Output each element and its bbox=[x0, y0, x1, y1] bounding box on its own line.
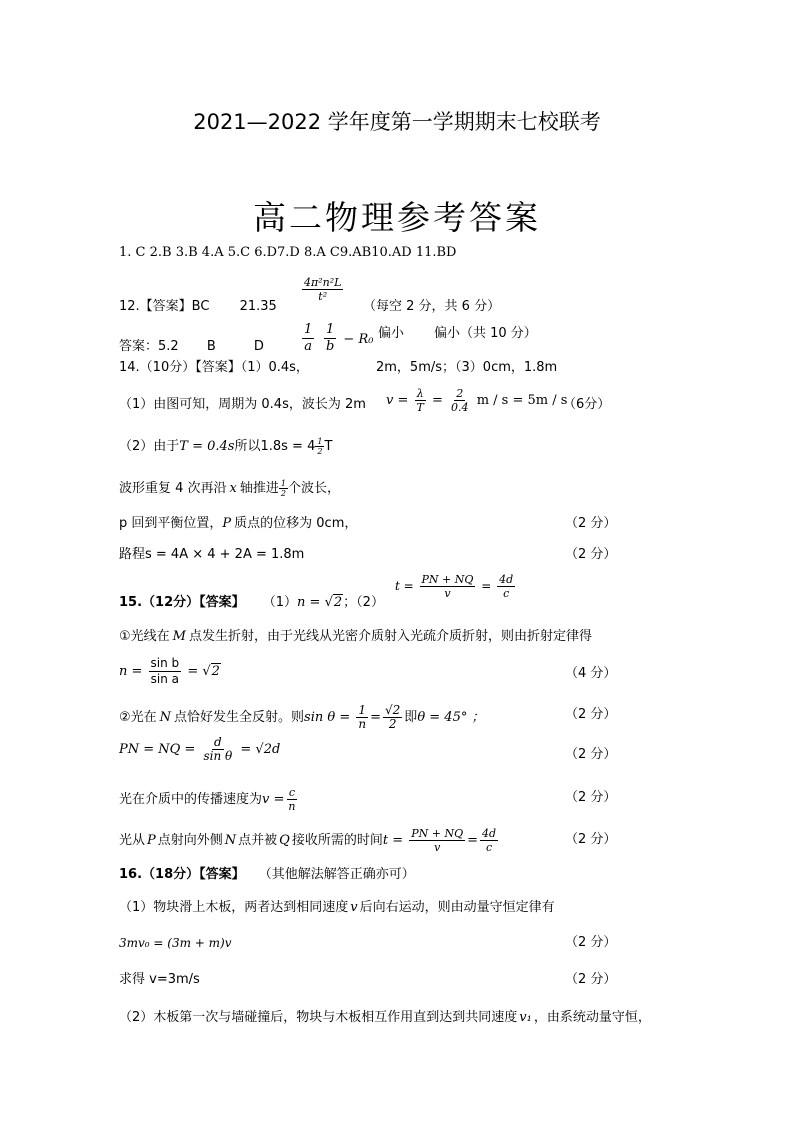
q14-p1-tail: m / s = 5m / s bbox=[476, 393, 568, 408]
q15-s6-b: 点射向外侧 bbox=[157, 833, 223, 848]
q15-s4-score: （2 分） bbox=[565, 747, 617, 762]
q15-s6-q: Q bbox=[279, 833, 290, 848]
q15-s3-n: N bbox=[159, 710, 172, 725]
q15-s4-b: = √2d bbox=[240, 742, 281, 757]
q12-value: 21.35 bbox=[239, 299, 277, 314]
q14-head: 14.（10分）【答案】（1）0.4s， bbox=[119, 360, 309, 375]
q15-h2-t: t = bbox=[395, 579, 414, 593]
q15-s6-p: P bbox=[147, 833, 156, 848]
q14-p1-f1n: λ bbox=[416, 387, 424, 400]
q15-s1-m: M bbox=[172, 629, 186, 644]
q16-s4-v: v₁ bbox=[519, 1010, 532, 1025]
q16-head-label: 16.（18分）【答案】 bbox=[119, 867, 245, 882]
q14-p3-fn: 1 bbox=[280, 479, 286, 488]
q14-part2 bbox=[119, 437, 332, 456]
q15-s6-a: 光从 bbox=[119, 833, 146, 848]
q15-s2-score: （4 分） bbox=[565, 666, 617, 681]
q14-part3 bbox=[119, 479, 340, 498]
exam-subtitle: 2021—2022 学年度第一学期期末七校联考 bbox=[193, 110, 601, 134]
q15-s6-n: N bbox=[224, 833, 237, 848]
q15-h1: （1） bbox=[262, 595, 298, 610]
q15-step1 bbox=[119, 628, 592, 646]
q14-p2-fd: 2 bbox=[317, 447, 323, 456]
q15-s3-score: （2 分） bbox=[565, 707, 617, 722]
q15-s6-fn: PN + NQ bbox=[411, 827, 464, 840]
q15-s6-f2d: c bbox=[485, 841, 493, 854]
q14-p3-a: 波形重复 4 次再沿 bbox=[119, 481, 227, 496]
q15-step5 bbox=[119, 786, 299, 813]
q15-s3-b: 点恰好发生全反射。则 bbox=[174, 710, 305, 725]
q15-s6-t: t = bbox=[382, 833, 404, 848]
q15-h2-f2d: c bbox=[503, 587, 510, 600]
q14-p4-a: p 回到平衡位置， bbox=[119, 516, 223, 531]
q13-w1: 偏小 bbox=[378, 326, 405, 341]
q15-s5-fn: c bbox=[288, 786, 296, 799]
q12-formula bbox=[302, 276, 343, 303]
q15-s4-fd: sin θ bbox=[203, 749, 233, 763]
q15-step4 bbox=[119, 736, 280, 763]
q16-s1-a: （1）物块滑上木板，两者达到相同速度 bbox=[119, 900, 349, 915]
q16-head bbox=[119, 866, 415, 884]
q13-fraction-2 bbox=[322, 322, 373, 355]
q16-head-note: （其他解法解答正确亦可） bbox=[258, 867, 415, 882]
q13-f2-num: 1 bbox=[326, 322, 335, 337]
q15-s6-f2n: 4d bbox=[482, 827, 497, 840]
q15-h2-fd: v bbox=[444, 587, 451, 600]
q16-s2-score: （2 分） bbox=[565, 935, 617, 950]
q16-s3-score: （2 分） bbox=[565, 972, 617, 987]
q15-s3-f2d: 2 bbox=[388, 717, 397, 731]
q15-head-label: 15.（12分）【答案】 bbox=[119, 595, 245, 610]
q12-label: 12.【答案】BC bbox=[119, 299, 210, 314]
q14-part1 bbox=[119, 396, 366, 414]
q14-p1-f2d: 0.4 bbox=[451, 401, 469, 414]
q12-formula-num: 4π²n²L bbox=[304, 276, 342, 289]
q15-s4-fn: d bbox=[214, 735, 222, 749]
q15-step2: n = $\frac{\text{sin b}}{\text{sin a}}$ = √2 bbox=[119, 656, 220, 686]
q15-s4-a: PN = NQ = bbox=[119, 742, 196, 757]
q13-b: B bbox=[206, 339, 216, 354]
q1-answers: 1. C 2.B 3.B 4.A 5.C 6.D7.D 8.A C9.AB10.AD 11.BD bbox=[119, 245, 457, 260]
q15-s3-a: ②光在 bbox=[119, 710, 157, 725]
q15-s2-fn: sin b bbox=[150, 656, 180, 670]
page-title: 高二物理参考答案 bbox=[253, 198, 541, 237]
q14-p5-score: （2 分） bbox=[565, 547, 617, 562]
q15-s3-c: 即 bbox=[404, 710, 418, 725]
q16-step2: 3mv₀ = (3m + m)v bbox=[119, 936, 232, 950]
q16-step4 bbox=[119, 1009, 651, 1027]
q14-p1-text: （1）由图可知，周期为 0.4s，波长为 2m bbox=[119, 397, 366, 412]
q15-s5-score: （2 分） bbox=[565, 790, 617, 805]
q15-s6-d: 接收所需的时间 bbox=[291, 833, 383, 848]
q13-f2-tail: − R₀ bbox=[343, 332, 374, 347]
q16-step1 bbox=[119, 899, 555, 917]
q15-s2-sqrt: 2 bbox=[211, 664, 220, 679]
q14-p1-formula bbox=[386, 387, 567, 414]
q13-f1-num: 1 bbox=[304, 322, 313, 337]
q14-head-tail: 2m，5m/s；（3）0cm，1.8m bbox=[376, 360, 558, 375]
q15-s3-f2n: √2 bbox=[385, 703, 401, 717]
q13-f1-den: a bbox=[304, 339, 313, 354]
q16-s1-v: v bbox=[350, 900, 358, 915]
q15-s2-eq: = bbox=[187, 664, 199, 679]
q15-head-formula bbox=[395, 573, 517, 600]
q14-p2-c: T bbox=[324, 439, 333, 454]
q14-p2-eq: T = 0.4s bbox=[179, 439, 235, 454]
q15-s1-b: 点发生折射，由于光线从光密介质射入光疏介质折射，则由折射定律得 bbox=[188, 629, 592, 644]
q16-s4-b: ，由系统动量守恒， bbox=[533, 1010, 651, 1025]
q15-s3-fn: 1 bbox=[358, 703, 367, 717]
q14-p2-fn: 1 bbox=[317, 437, 323, 446]
q15-s6-score: （2 分） bbox=[565, 832, 617, 847]
q14-p3-x: x bbox=[229, 481, 237, 496]
q15-s1-a: ①光线在 bbox=[119, 629, 170, 644]
q15-s6-c: 点并被 bbox=[238, 833, 278, 848]
q15-s2-n: n = bbox=[119, 664, 143, 679]
q15-h1-sqrt: 2 bbox=[333, 595, 343, 610]
q15-s2-fd: sin a bbox=[150, 672, 180, 686]
q14-p4-p: P bbox=[222, 516, 232, 531]
q14-p1-f2n: 2 bbox=[456, 387, 464, 400]
q16-step3: 求得 v=3m/s bbox=[119, 972, 200, 987]
q14-p1-mid: = bbox=[432, 393, 443, 408]
q15-s5-v: v = bbox=[262, 792, 285, 807]
q15-step3 bbox=[119, 704, 484, 731]
q16-s1-b: 后向右运动，则由动量守恒定律有 bbox=[359, 900, 555, 915]
q15-h2: ；（2） bbox=[343, 595, 384, 610]
q15-h2-eq: = bbox=[481, 579, 492, 593]
q13-prefix: 答案：5.2 bbox=[119, 339, 179, 354]
q15-s5-fd: n bbox=[288, 800, 296, 813]
q14-p3-b: 轴推进 bbox=[239, 481, 279, 496]
q14-p1-v: v = bbox=[386, 393, 409, 408]
q14-p1-score: （6分） bbox=[563, 397, 611, 412]
q13-d: D bbox=[253, 339, 264, 354]
q15-s3-eq: = bbox=[370, 710, 382, 725]
q12-answer bbox=[119, 298, 277, 316]
q14-part4 bbox=[119, 515, 357, 533]
q15-h2-f2n: 4d bbox=[499, 573, 514, 586]
q12-formula-den: t² bbox=[318, 290, 328, 303]
q13-answer bbox=[119, 338, 264, 356]
q15-step6 bbox=[119, 827, 500, 854]
q14-p3-fd: 2 bbox=[280, 489, 286, 498]
q16-s4-a: （2）木板第一次与墙碰撞后，物块与木板相互作用直到达到共同速度 bbox=[119, 1010, 518, 1025]
q14-p3-c: 个波长， bbox=[288, 481, 341, 496]
q13-f2-den: b bbox=[326, 339, 335, 354]
q15-s5-a: 光在介质中的传播速度为 bbox=[119, 792, 263, 807]
q15-s3-theta: θ = 45° ； bbox=[417, 710, 485, 725]
q15-s3-sin: sin θ = bbox=[304, 710, 351, 725]
q14-part5: 路程s = 4A × 4 + 2A = 1.8m bbox=[119, 547, 305, 562]
q14-p2-b: 所以1.8s = 4 bbox=[234, 439, 316, 454]
q15-s6-eq: = bbox=[467, 833, 479, 848]
q14-p1-f1d: T bbox=[416, 401, 424, 414]
q13-fraction-1 bbox=[302, 322, 314, 355]
q14-p4-b: 质点的位移为 0cm， bbox=[234, 516, 358, 531]
q13-w2: 偏小（共 10 分） bbox=[434, 326, 537, 341]
q14-p4-score: （2 分） bbox=[565, 516, 617, 531]
q15-s3-fd: n bbox=[358, 717, 367, 731]
q15-h2-fn: PN + NQ bbox=[421, 573, 474, 586]
q15-s6-fd: v bbox=[434, 841, 441, 854]
q15-head: 15.（12分）【答案】 （1）n = √2；（2） bbox=[119, 595, 384, 610]
q15-h1-eq: n = bbox=[297, 595, 321, 610]
q14-p2-a: （2）由于 bbox=[119, 439, 180, 454]
q12-note: （每空 2 分，共 6 分） bbox=[363, 299, 501, 314]
